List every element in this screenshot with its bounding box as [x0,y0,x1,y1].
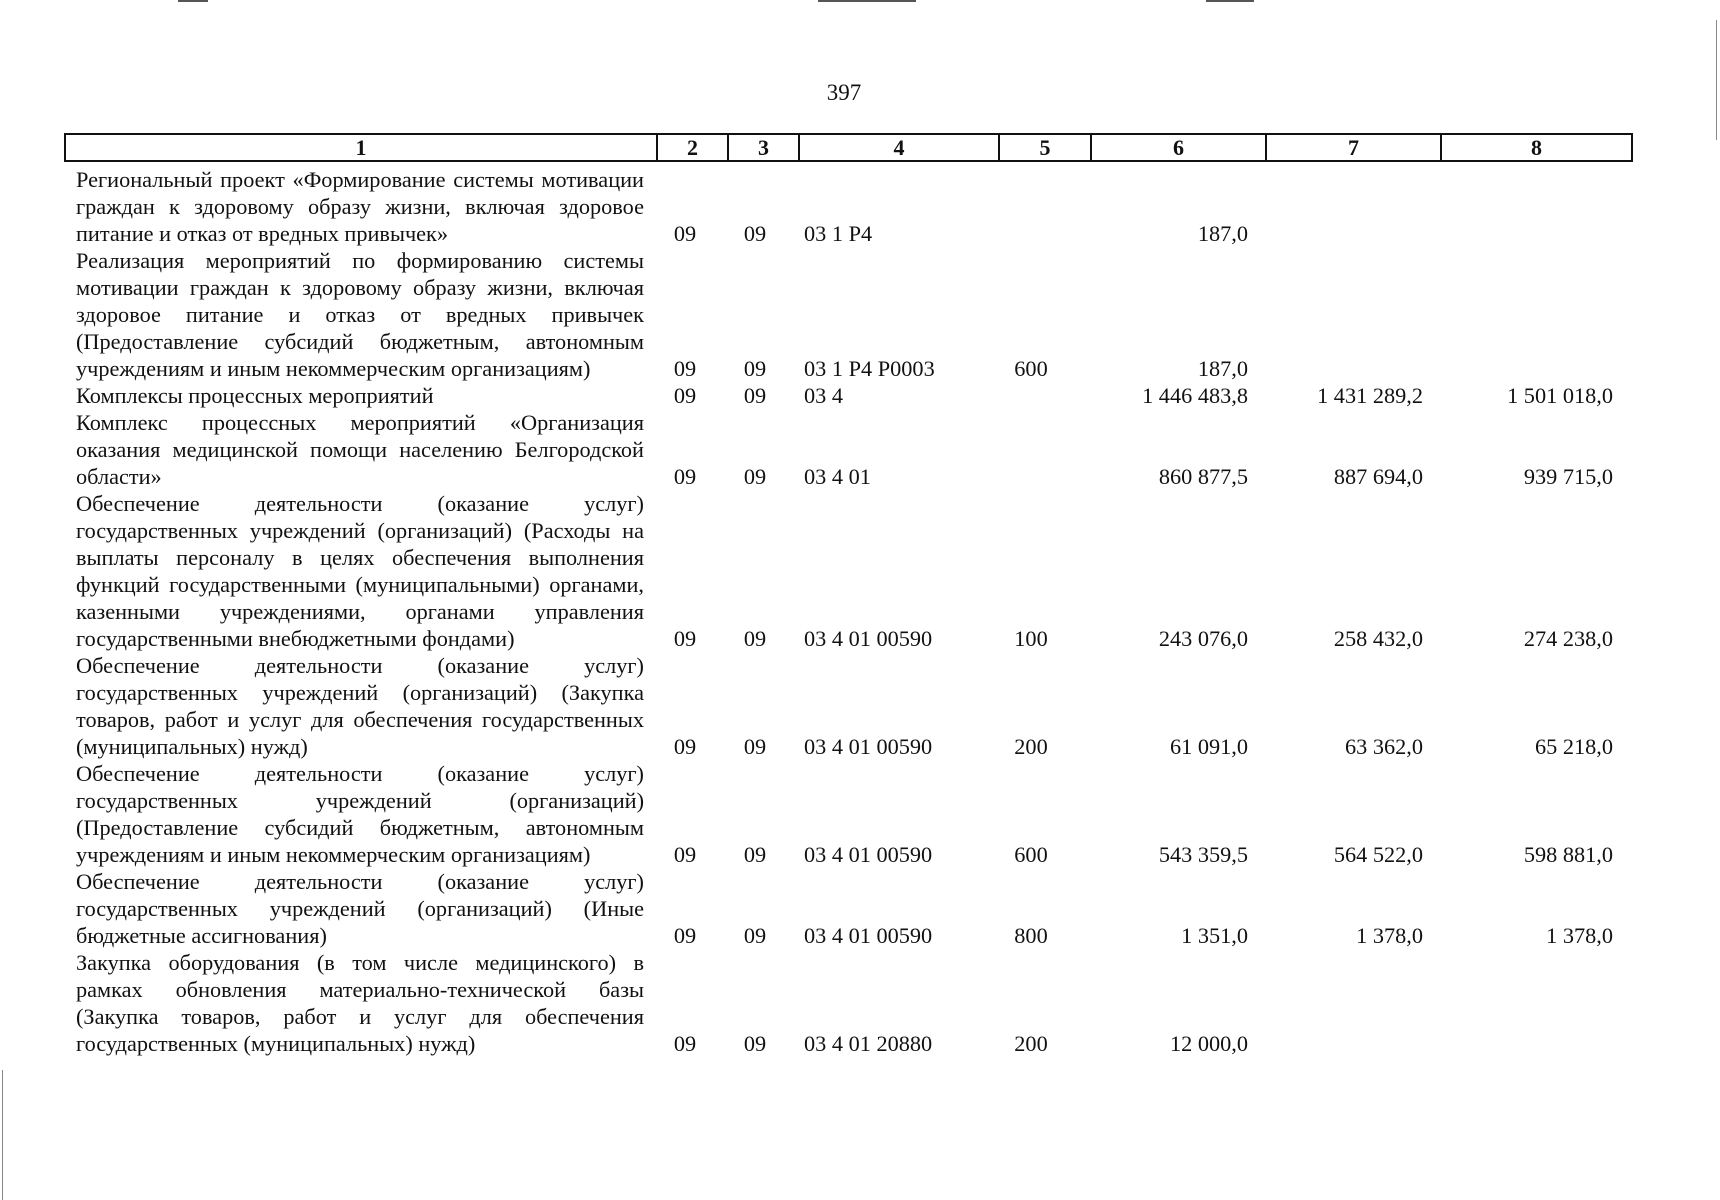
scan-artifact-line [1206,0,1254,2]
column-header-table [64,133,1633,162]
header-cell: 1 [65,134,657,161]
row-col5: 100 [1014,626,1048,651]
row-col6: 1 446 483,8 [1142,383,1248,408]
row-col7: 564 522,0 [1333,842,1423,867]
budget-table-body [64,166,1631,1057]
row-col6: 12 000,0 [1169,1031,1248,1056]
header-cell: 6 [1091,134,1266,161]
row-col4: 03 1 Р4 [804,221,873,246]
row-col6: 543 359,5 [1158,842,1248,867]
row-col2: 09 [673,464,697,489]
table-row [64,490,1631,652]
row-col2: 09 [673,221,697,246]
table-row [64,949,1631,1057]
row-col2: 09 [673,842,697,867]
scan-artifact-line [178,0,208,2]
row-col4: 03 1 Р4 Р0003 [804,356,935,381]
row-col5: 600 [1014,842,1048,867]
row-col3: 09 [743,464,767,489]
header-cell: 4 [799,134,999,161]
row-description: Обеспечение деятельности (оказание услуг) государственных учреждений (организаций) (Предоставление субсидий бюджетным, автономным учреждениям и иным некоммерческим организациям) [76,761,644,867]
header-cell: 7 [1266,134,1441,161]
row-col3: 09 [743,221,767,246]
row-col6: 860 877,5 [1158,464,1248,489]
row-col2: 09 [673,626,697,651]
row-col7: 1 378,0 [1356,923,1423,948]
row-col4: 03 4 01 00590 [804,626,933,651]
row-col8: 274 238,0 [1523,626,1613,651]
row-col3: 09 [743,734,767,759]
row-col6: 243 076,0 [1158,626,1248,651]
row-col2: 09 [673,1031,697,1056]
page-number: 397 [826,80,862,105]
row-col3: 09 [743,626,767,651]
row-description: Обеспечение деятельности (оказание услуг) государственных учреждений (организаций) (Расходы на выплаты персоналу в целях обеспечения выполнения функций государственными (муниципальными) органами, казенными учреждениями, органами управления государственными внебюджетными фондами) [76,491,644,651]
row-col8: 598 881,0 [1523,842,1613,867]
table-row [64,760,1631,868]
row-col5: 200 [1014,734,1048,759]
row-col2: 09 [673,734,697,759]
row-col7: 63 362,0 [1344,734,1423,759]
row-col2: 09 [673,356,697,381]
row-description: Обеспечение деятельности (оказание услуг) государственных учреждений (организаций) (Закупка товаров, работ и услуг для обеспечения государственных (муниципальных) нужд) [76,653,644,759]
header-cell: 3 [728,134,799,161]
row-col3: 09 [743,842,767,867]
row-col7: 1 431 289,2 [1317,383,1423,408]
row-col4: 03 4 01 00590 [804,734,933,759]
table-row [64,868,1631,949]
row-description: Комплекс процессных мероприятий «Организация оказания медицинской помощи населению Белгородской области» [76,410,644,489]
row-col5: 800 [1014,923,1048,948]
row-col3: 09 [743,923,767,948]
header-cell: 5 [999,134,1091,161]
row-col4: 03 4 01 00590 [804,923,933,948]
row-description: Обеспечение деятельности (оказание услуг) государственных учреждений (организаций) (Иные бюджетные ассигнования) [76,869,644,948]
row-col5: 200 [1014,1031,1048,1056]
row-col4: 03 4 01 [804,464,871,489]
row-col3: 09 [743,356,767,381]
header-row [65,134,1632,161]
row-col7: 258 432,0 [1333,626,1423,651]
row-col4: 03 4 01 20880 [804,1031,933,1056]
header-cell: 8 [1441,134,1632,161]
row-col8: 65 218,0 [1534,734,1613,759]
row-col2: 09 [673,923,697,948]
scan-artifact-line [818,0,916,2]
row-col6: 1 351,0 [1181,923,1248,948]
row-col6: 187,0 [1197,221,1248,246]
row-description: Комплексы процессных мероприятий [76,383,434,408]
row-description: Закупка оборудования (в том числе медицинского) в рамках обновления материально-технической базы (Закупка товаров, работ и услуг для обеспечения государственных (муниципальных) нужд) [76,950,644,1056]
header-cell: 2 [657,134,728,161]
row-col5: 600 [1014,356,1048,381]
scan-artifact-margin [1716,20,1717,140]
row-col8: 1 378,0 [1546,923,1613,948]
row-col2: 09 [673,383,697,408]
table-row [64,409,1631,490]
row-col6: 187,0 [1197,356,1248,381]
row-col4: 03 4 [804,383,844,408]
table-row [64,166,1631,247]
row-col8: 1 501 018,0 [1507,383,1613,408]
row-col4: 03 4 01 00590 [804,842,933,867]
row-col7: 887 694,0 [1333,464,1423,489]
row-col3: 09 [743,1031,767,1056]
table-row [64,652,1631,760]
row-col3: 09 [743,383,767,408]
table-row [64,382,1631,409]
row-description: Региональный проект «Формирование системы мотивации граждан к здоровому образу жизни, включая здоровое питание и отказ от вредных привычек» [76,167,644,246]
table-row [64,247,1631,382]
row-col8: 939 715,0 [1523,464,1613,489]
scan-artifact-margin [2,1070,3,1200]
row-col6: 61 091,0 [1169,734,1248,759]
row-description: Реализация мероприятий по формированию системы мотивации граждан к здоровому образу жизни, включая здоровое питание и отказ от вредных привычек (Предоставление субсидий бюджетным, автономным учреждениям и иным некоммерческим организациям) [76,248,644,381]
